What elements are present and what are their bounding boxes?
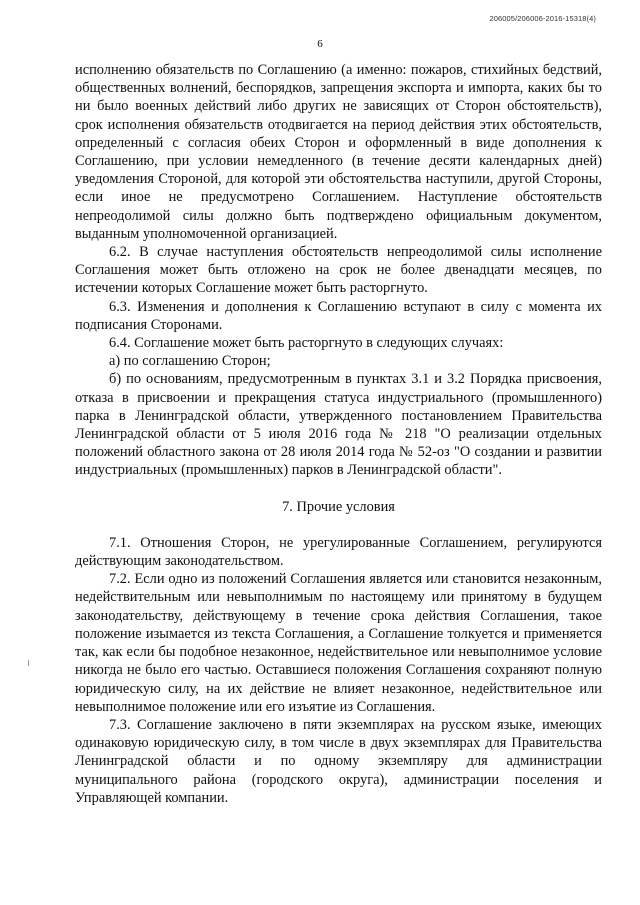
scan-mark	[28, 660, 29, 666]
paragraph-7-3: 7.3. Соглашение заключено в пяти экземплярах на русском языке, имеющих одинаковую юридическую силу, в том числе в двух экземплярах для Правительства Ленинградской области и по одному экземпляру для администрации муниципального района (городского округа), администрации поселения и Управляющей компании.	[75, 716, 602, 806]
list-item-6-4-a: а) по соглашению Сторон;	[109, 353, 271, 370]
paragraph-6-3: 6.3. Изменения и дополнения к Соглашению вступают в силу с момента их подписания Сторонами.	[75, 298, 602, 333]
document-id: 206005/206006-2016-15318(4)	[489, 14, 596, 23]
paragraph-7-2: 7.2. Если одно из положений Соглашения является или становится незаконным, недействительным или невыполнимым по настоящему или принятому в будущем законодательству, действующему в течение срока действия Соглашения, такое положение изымается из текста Соглашения, а Соглашение толкуется и применяется так, как если бы подобное незаконное, недействительное или невыполнимое условие никогда не было его частью. Оставшиеся положения Соглашения сохраняют полную юридическую силу, на их действие не влияет незаконное, недействительное или невыполнимое положение или его изъятие из Соглашения.	[75, 571, 602, 715]
paragraph-7-1: 7.1. Отношения Сторон, не урегулированные Соглашением, регулируются действующим законодательством.	[75, 534, 602, 570]
paragraph-6-2: 6.2. В случае наступления обстоятельств непреодолимой силы исполнение Соглашения может быть отложено на срок не более двенадцати месяцев, по истечении которых Соглашение может быть расторгнуто.	[75, 244, 602, 297]
section-7-heading: 7. Прочие условия	[282, 498, 395, 515]
list-item-6-4-b: б) по основаниям, предусмотренным в пунктах 3.1 и 3.2 Порядка присвоения, отказа в присвоении и прекращения статуса индустриального (промышленного) парка в Ленинградской области, утвержденного постановлением Правительства Ленинградской области от 5 июля 2016 года № 218 "О реализации отдельных положений областного закона от 28 июля 2014 года № 52-оз "О создании и развитии индустриальных (промышленных) парков в Ленинградской области".	[75, 371, 602, 479]
paragraph-6-4: 6.4. Соглашение может быть расторгнуто в следующих случаях:	[109, 335, 504, 352]
paragraph-6-1-continuation: исполнению обязательств по Соглашению (а именно: пожаров, стихийных бедствий, общественных волнений, беспорядков, запрещения экспорта и импорта, каких бы то ни было военных действий либо других не зависящих от Сторон обстоятельств), срок исполнения обязательств отодвигается на период действия этих обстоятельств, определенный с согласия обеих Сторон и оформленный в виде дополнения к Соглашению, при условии немедленного (в течение десяти календарных дней) уведомления Стороной, для которой эти обстоятельства наступили, другой Стороны, если иное не предусмотрено Соглашением. Наступление обстоятельств непреодолимой силы должно быть подтверждено официальным документом, выданным уполномоченной организацией.	[75, 62, 602, 242]
page-number: 6	[317, 38, 323, 50]
document-body	[75, 61, 602, 807]
